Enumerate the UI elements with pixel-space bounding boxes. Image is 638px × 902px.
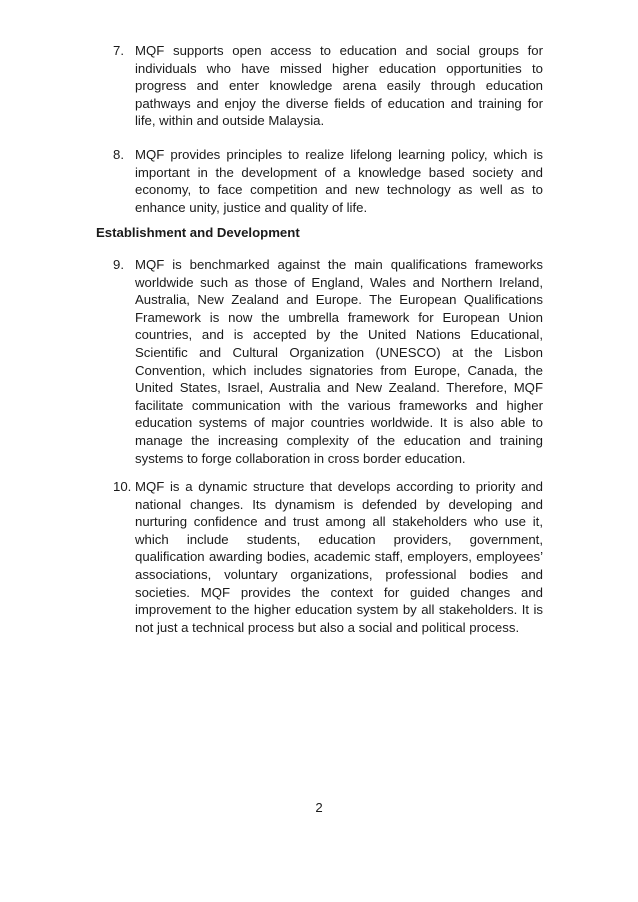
list-item-text: MQF is benchmarked against the main qualifications frameworks worldwide such as those of England, Wales and Northern Ireland, Australia, New Zealand and Europe. The European Qualifications Framework is now the umbrella framework for European Union countries, and is accepted by the United Nations Educational, Scientific and Cultural Organization (UNESCO) at the Lisbon Convention, which includes signatories from Europe, Canada, the United States, Israel, Australia and New Zealand. Therefore, MQF facilitate communication with the various frameworks and higher education systems of major countries worldwide. It is also able to manage the increasing complexity of the education and training systems to forge collaboration in cross border education.: [135, 257, 543, 466]
list-item-8: [113, 146, 543, 216]
list-item-number: 7.: [113, 43, 124, 58]
list-item-number: 10.: [113, 479, 132, 494]
list-item-text: MQF provides principles to realize lifelong learning policy, which is important in the development of a knowledge based society and economy, to face competition and new technology as well as to enhance unity, justice and quality of life.: [135, 147, 543, 215]
list-item-text: MQF supports open access to education and social groups for individuals who have missed higher education opportunities to progress and enter knowledge arena easily through education pathways and enjoy the diverse fields of education and training for life, within and outside Malaysia.: [135, 43, 543, 129]
list-item-number: 8.: [113, 147, 124, 162]
list-item-text: MQF is a dynamic structure that develops according to priority and national changes. Its dynamism is defended by developing and nurturing confidence and trust among all stakeholders who use it, which include students, education providers, government, qualification awarding bodies, academic staff, employers, employees’ associations, voluntary organizations, professional bodies and societies. MQF provides the context for guided changes and improvement to the higher education system by all stakeholders. It is not just a technical process but also a social and political process.: [135, 479, 543, 635]
page-number: 2: [315, 800, 323, 815]
section-heading: Establishment and Development: [96, 225, 300, 240]
list-item-9: [113, 256, 543, 467]
list-item-number: 9.: [113, 257, 124, 272]
list-item-10: [113, 478, 543, 636]
list-item-7: [113, 42, 543, 130]
